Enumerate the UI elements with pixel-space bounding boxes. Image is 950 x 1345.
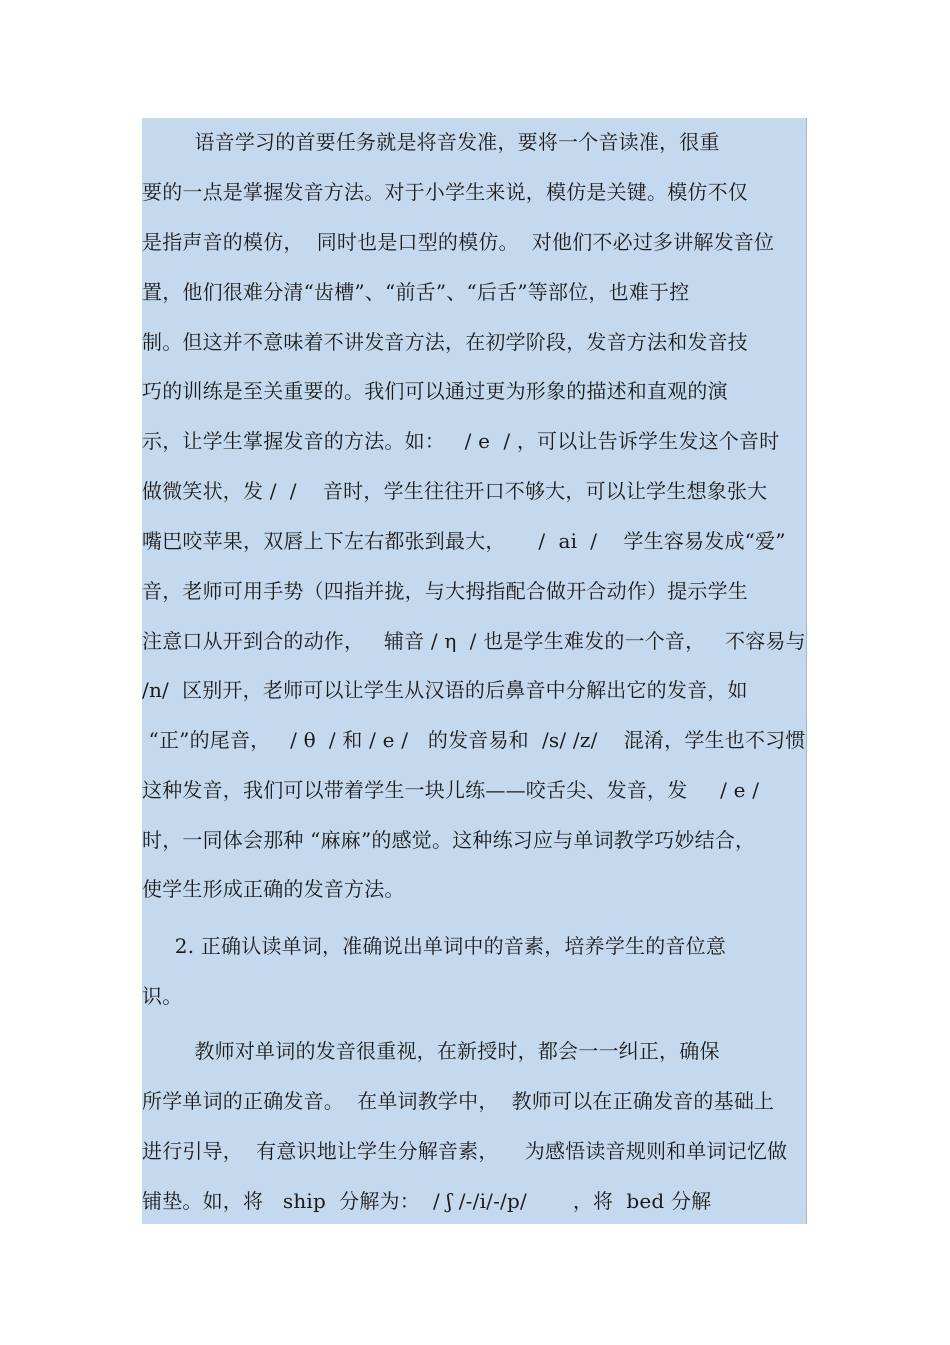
- text-line: 教师对单词的发音很重视，在新授时，都会一一纠正，确保: [142, 1039, 720, 1063]
- text-line: 进行引导， 有意识地让学生分解音素， 为感悟读音规则和单词记忆做: [142, 1139, 788, 1163]
- text-line: 这种发音，我们可以带着学生一块儿练——咬舌尖、发音，发 / e /: [142, 778, 760, 802]
- text-line: 嘴巴咬苹果，双唇上下左右都张到最大， / ai / 学生容易发成“爱”: [142, 529, 786, 553]
- text-line: 巧的训练是至关重要的。我们可以通过更为形象的描述和直观的演: [142, 379, 728, 403]
- text-line: 做微笑状，发 / / 音时，学生往往开口不够大，可以让学生想象张大: [142, 479, 768, 503]
- text-line: 注意口从开到合的动作， 辅音 / η / 也是学生难发的一个音， 不容易与: [142, 629, 806, 653]
- text-line: 要的一点是掌握发音方法。对于小学生来说，模仿是关键。模仿不仅: [142, 180, 748, 204]
- text-line: /n/ 区别开，老师可以让学生从汉语的后鼻音中分解出它的发音，如: [142, 678, 748, 702]
- text-line: 语音学习的首要任务就是将音发准，要将一个音读准，很重: [142, 130, 720, 154]
- text-line: “正”的尾音， / θ / 和 / e / 的发音易和 /s/ /z/ 混淆，学生也不习惯: [142, 728, 806, 752]
- text-line: 制。但这并不意味着不讲发音方法，在初学阶段，发音方法和发音技: [142, 330, 748, 354]
- text-line: 铺垫。如，将 ship 分解为： / ʃ /-/i/-/p/ ，将 bed 分解: [142, 1189, 712, 1213]
- text-line: 时，一同体会那种 “麻麻”的感觉。这种练习应与单词教学巧妙结合，: [142, 828, 756, 852]
- text-line: 音，老师可用手势（四指并拢，与大拇指配合做开合动作）提示学生: [142, 579, 748, 603]
- text-line: 置，他们很难分清“齿槽”、“前舌”、“后舌”等部位，也难于控: [142, 280, 690, 304]
- text-line: 使学生形成正确的发音方法。: [142, 877, 405, 901]
- text-line: 示，让学生掌握发音的方法。如： / e / ，可以让告诉学生发这个音时: [142, 429, 780, 453]
- text-line: 所学单词的正确发音。 在单词教学中， 教师可以在正确发音的基础上: [142, 1089, 775, 1113]
- text-line: 是指声音的模仿， 同时也是口型的模仿。 对他们不必过多讲解发音位: [142, 230, 775, 254]
- text-line: 识。: [142, 984, 183, 1008]
- section-heading: 2. 正确认读单词，准确说出单词中的音素，培养学生的音位意: [142, 934, 727, 958]
